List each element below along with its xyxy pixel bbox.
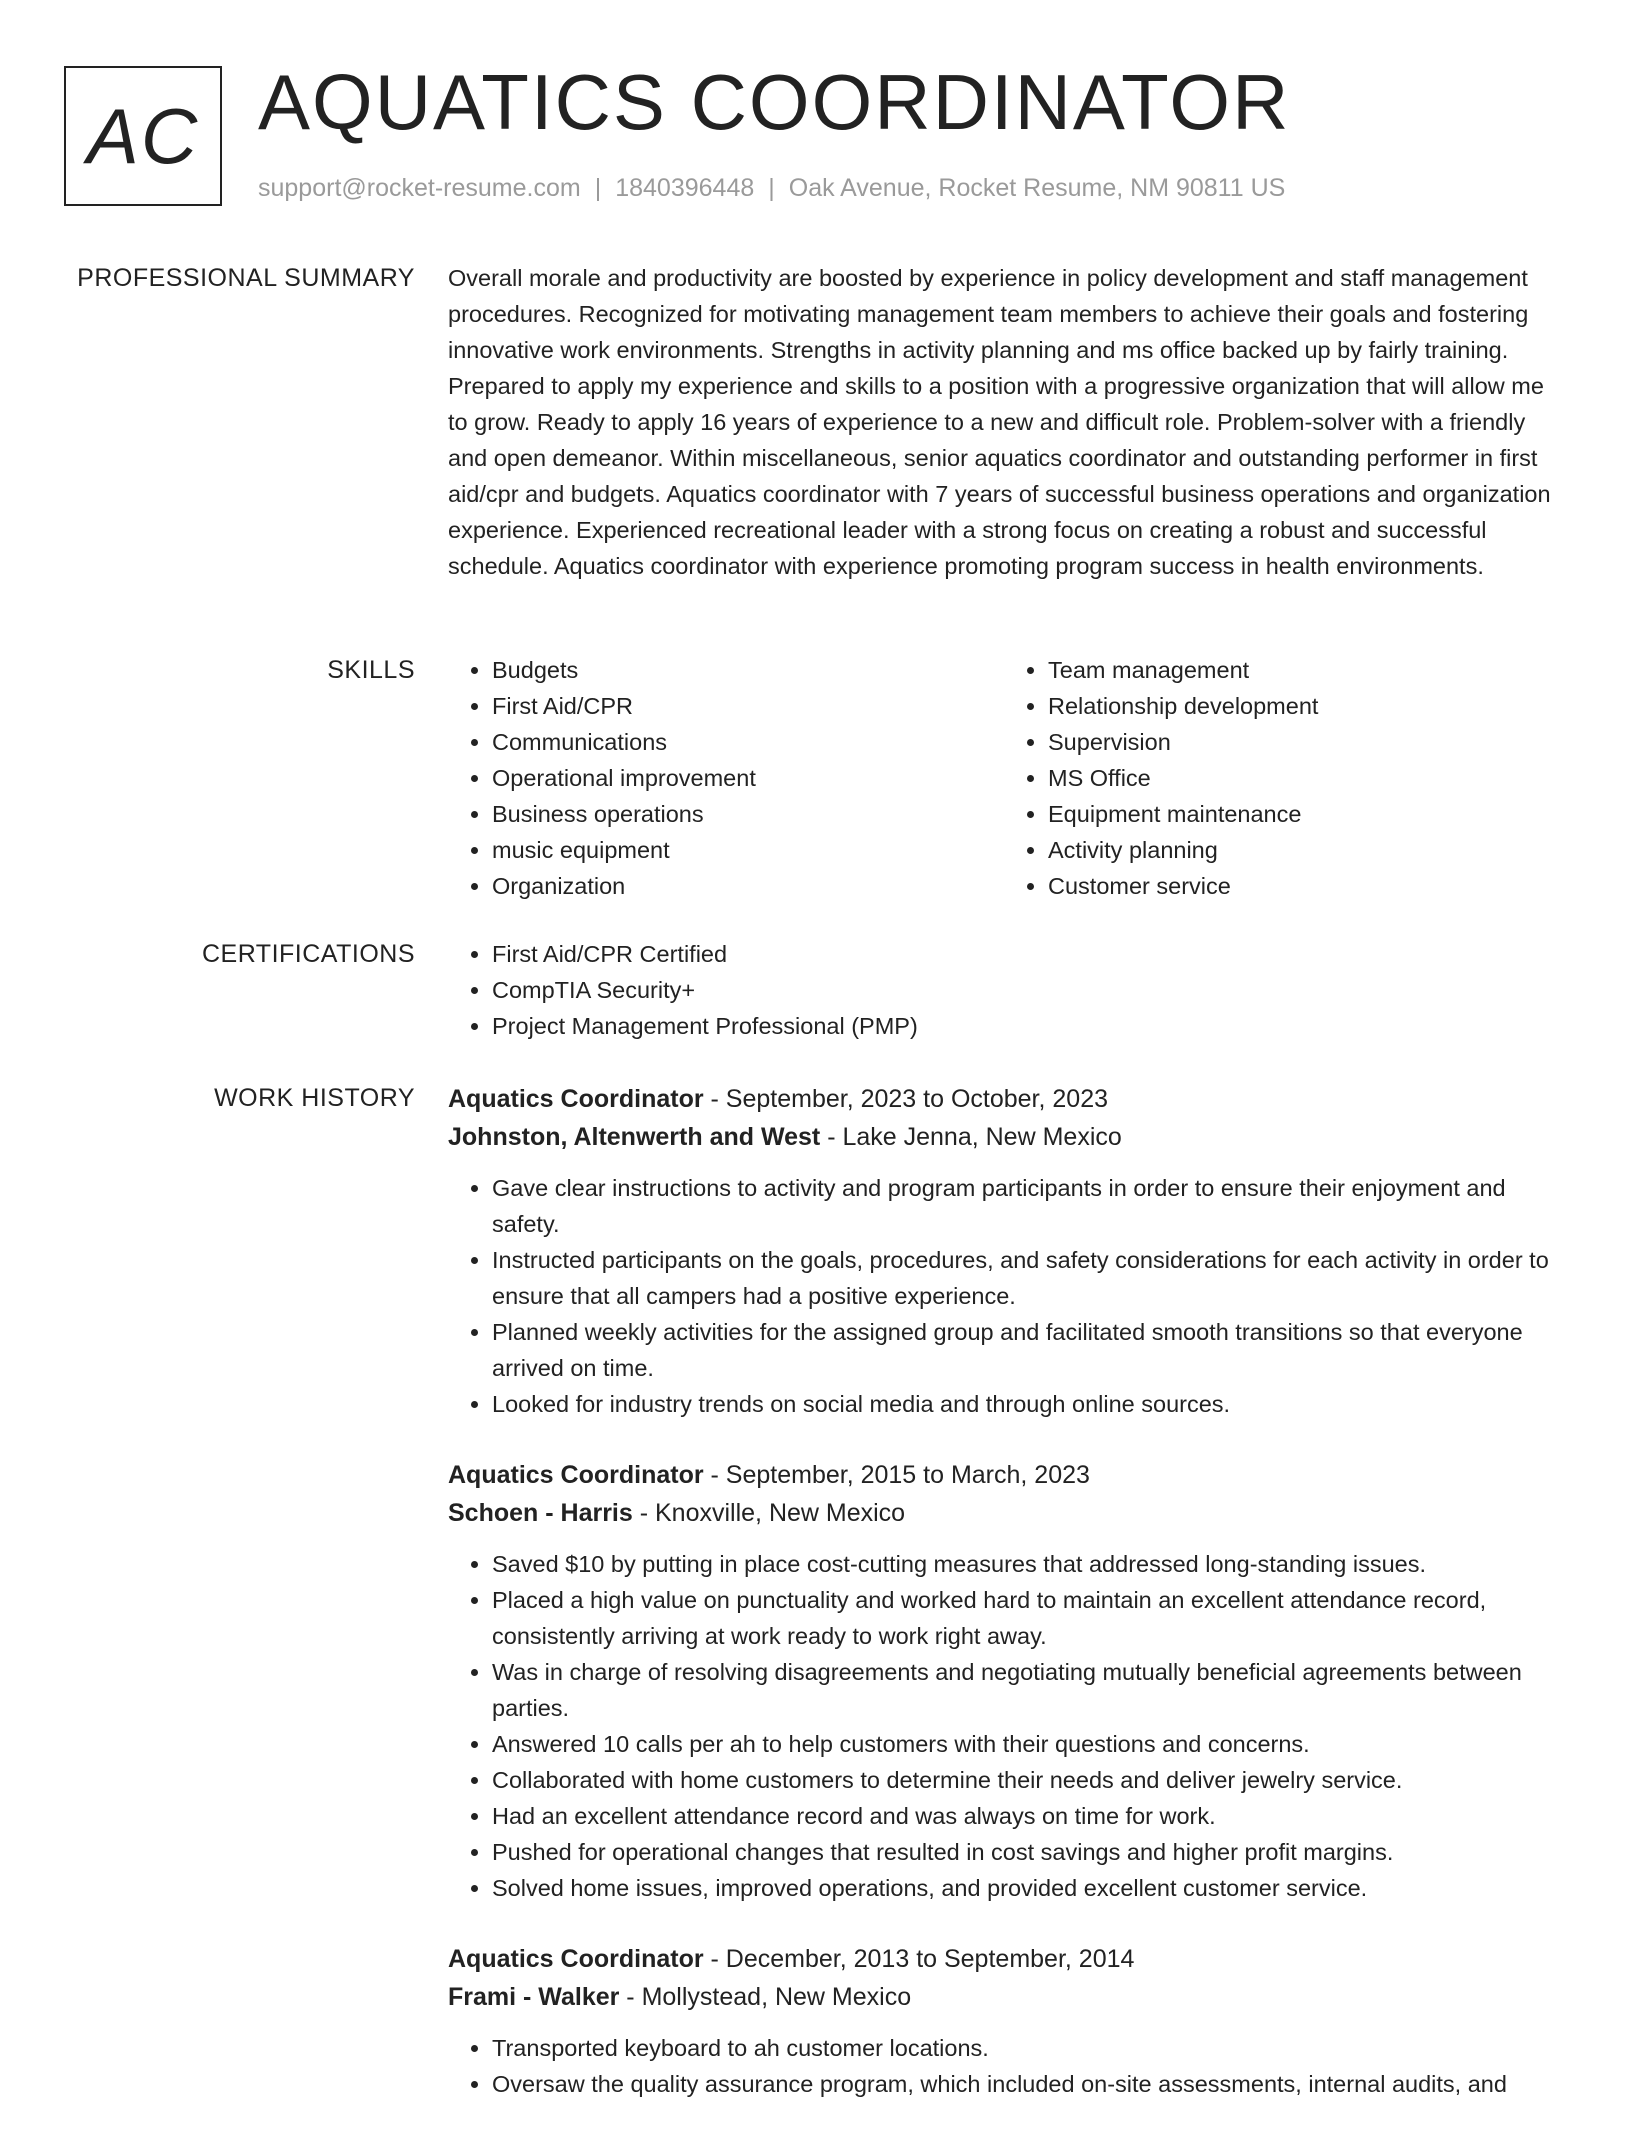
contact-address: Oak Avenue, Rocket Resume, NM 90811 US bbox=[788, 174, 1286, 202]
job-role-line bbox=[448, 1080, 1560, 1118]
section-title-certifications: CERTIFICATIONS bbox=[201, 940, 415, 968]
job-role: Aquatics Coordinator bbox=[448, 1461, 704, 1489]
job-company-line bbox=[448, 1978, 1560, 2016]
certifications-list bbox=[448, 936, 1560, 1044]
contact-email[interactable]: support@rocket-resume.com bbox=[258, 174, 581, 202]
job-role: Aquatics Coordinator bbox=[448, 1945, 704, 1973]
section-title-work-history: WORK HISTORY bbox=[214, 1084, 415, 1112]
skill-item: • Communications bbox=[492, 724, 1004, 760]
certification-item: • Project Management Professional (PMP) bbox=[492, 1008, 1560, 1044]
skill-item: • First Aid/CPR bbox=[492, 688, 1004, 724]
job-role-line bbox=[448, 1940, 1560, 1978]
section-title-skills: SKILLS bbox=[327, 656, 415, 684]
contact-phone: 1840396448 bbox=[615, 174, 755, 202]
contact-line bbox=[258, 174, 1285, 203]
job-company: Johnston, Altenwerth and West bbox=[448, 1123, 821, 1151]
job-bullet: • Answered 10 calls per ah to help customers with their questions and concerns. bbox=[492, 1726, 1560, 1762]
job-dates: - September, 2023 to October, 2023 bbox=[703, 1085, 1109, 1113]
job-bullets bbox=[448, 1170, 1560, 1422]
skills-list-right bbox=[1004, 652, 1560, 904]
job-bullet: • Gave clear instructions to activity and program participants in order to ensure their enjoyment and safety. bbox=[492, 1170, 1560, 1242]
job-location: - Mollystead, New Mexico bbox=[619, 1983, 912, 2011]
resume-title: AQUATICS COORDINATOR bbox=[258, 58, 1291, 146]
section-title-summary: PROFESSIONAL SUMMARY bbox=[77, 264, 415, 292]
job-dates: - December, 2013 to September, 2014 bbox=[703, 1945, 1135, 1973]
certification-item: • First Aid/CPR Certified bbox=[492, 936, 1560, 972]
job-bullet: • Was in charge of resolving disagreements and negotiating mutually beneficial agreements between parties. bbox=[492, 1654, 1560, 1726]
certification-item: • CompTIA Security+ bbox=[492, 972, 1560, 1008]
job-location: - Knoxville, New Mexico bbox=[632, 1499, 906, 1527]
skill-item: • Budgets bbox=[492, 652, 1004, 688]
job-bullets bbox=[448, 2030, 1560, 2102]
skill-item: • MS Office bbox=[1048, 760, 1560, 796]
skill-item: • Organization bbox=[492, 868, 1004, 904]
job-bullet: • Solved home issues, improved operations, and provided excellent customer service. bbox=[492, 1870, 1560, 1906]
job-bullets bbox=[448, 1546, 1560, 1906]
job-entry bbox=[448, 1456, 1560, 1906]
job-company-line bbox=[448, 1494, 1560, 1532]
monogram: AC bbox=[64, 66, 222, 206]
job-bullet: • Saved $10 by putting in place cost-cutting measures that addressed long-standing issues. bbox=[492, 1546, 1560, 1582]
summary-text: Overall morale and productivity are boosted by experience in policy development and staff management procedures. Recognized for motivating management team members to achieve their goals and fostering innovative work environments. Strengths in activity planning and ms office backed up by fairly training. Prepared to apply my experience and skills to a position with a progressive organization that will allow me to grow. Ready to apply 16 years of experience to a new and difficult role. Problem-solver with a friendly and open demeanor. Within miscellaneous, senior aquatics coordinator and outstanding performer in first aid/cpr and budgets. Aquatics coordinator with 7 years of successful business operations and organization experience. Experienced recreational leader with a strong focus on creating a robust and successful schedule. Aquatics coordinator with experience promoting program success in health environments. bbox=[448, 265, 1551, 579]
skill-item: • Team management bbox=[1048, 652, 1560, 688]
job-dates: - September, 2015 to March, 2023 bbox=[703, 1461, 1090, 1489]
skill-item: • Business operations bbox=[492, 796, 1004, 832]
job-company-line bbox=[448, 1118, 1560, 1156]
skill-item: • Customer service bbox=[1048, 868, 1560, 904]
contact-separator: | bbox=[768, 174, 775, 202]
job-location: - Lake Jenna, New Mexico bbox=[820, 1123, 1122, 1151]
skill-item: • Relationship development bbox=[1048, 688, 1560, 724]
job-company: Schoen - Harris bbox=[448, 1499, 633, 1527]
skill-item: • Operational improvement bbox=[492, 760, 1004, 796]
job-entry bbox=[448, 1080, 1560, 1422]
job-role-line bbox=[448, 1456, 1560, 1494]
job-entry bbox=[448, 1940, 1560, 2102]
job-bullet: • Pushed for operational changes that resulted in cost savings and higher profit margins. bbox=[492, 1834, 1560, 1870]
job-bullet: • Planned weekly activities for the assigned group and facilitated smooth transitions so that everyone arrived on time. bbox=[492, 1314, 1560, 1386]
contact-separator: | bbox=[594, 174, 602, 202]
job-bullet: • Had an excellent attendance record and was always on time for work. bbox=[492, 1798, 1560, 1834]
job-bullet: • Placed a high value on punctuality and worked hard to maintain an excellent attendance record, consistently arriving at work ready to work right away. bbox=[492, 1582, 1560, 1654]
job-bullet: • Instructed participants on the goals, procedures, and safety considerations for each activity in order to ensure that all campers had a positive experience. bbox=[492, 1242, 1560, 1314]
skill-item: • Equipment maintenance bbox=[1048, 796, 1560, 832]
job-bullet: • Looked for industry trends on social media and through online sources. bbox=[492, 1386, 1560, 1422]
job-role: Aquatics Coordinator bbox=[448, 1085, 704, 1113]
job-bullet: • Transported keyboard to ah customer locations. bbox=[492, 2030, 1560, 2066]
skills-list-left bbox=[448, 652, 1004, 904]
skill-item: • Supervision bbox=[1048, 724, 1560, 760]
skill-item: • music equipment bbox=[492, 832, 1004, 868]
job-company: Frami - Walker bbox=[448, 1983, 620, 2011]
skill-item: • Activity planning bbox=[1048, 832, 1560, 868]
job-bullet: • Collaborated with home customers to determine their needs and deliver jewelry service. bbox=[492, 1762, 1560, 1798]
job-bullet: • Oversaw the quality assurance program, which included on-site assessments, internal audits, and bbox=[492, 2066, 1560, 2102]
